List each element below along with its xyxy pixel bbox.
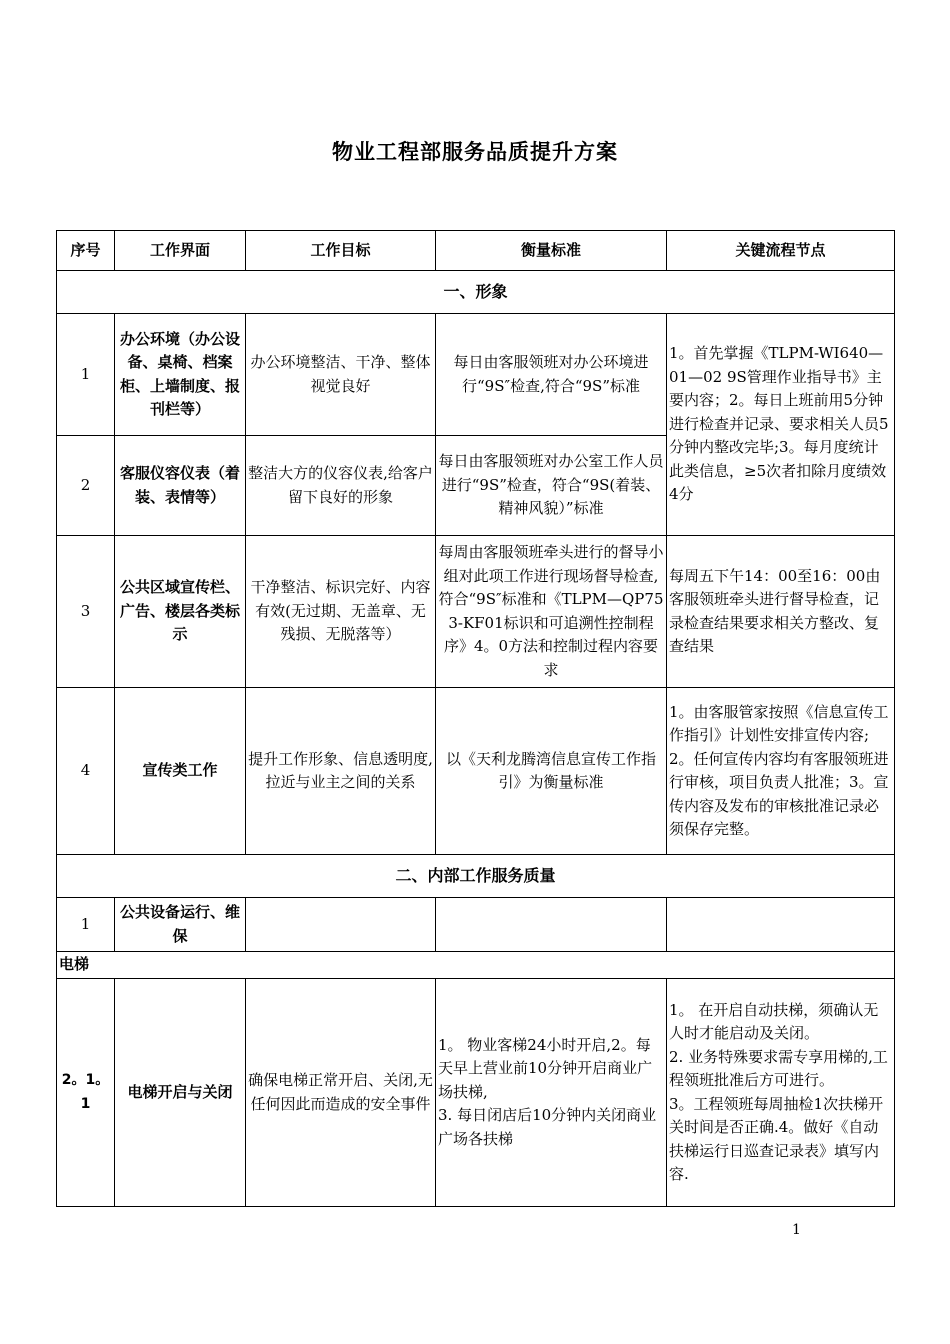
row-no: 4 (57, 688, 115, 855)
row-standard: 1。 物业客梯24小时开启,2。每天早上营业前10分钟开启商业广场扶梯, 3. 每日闭店后10分钟内关闭商业广场各扶梯 (436, 979, 667, 1207)
header-no: 序号 (57, 231, 115, 271)
row-standard: 以《天利龙腾湾信息宣传工作指引》为衡量标准 (436, 688, 667, 855)
row-no: 1 (57, 314, 115, 436)
row-goal: 办公环境整洁、干净、整体视觉良好 (246, 314, 436, 436)
row-process: 1。由客服管家按照《信息宣传工作指引》计划性安排宣传内容;2。任何宣传内容均有客服领班进行审核，项目负责人批准；3。宣传内容及发布的审核批准记录必须保存完整。 (667, 688, 895, 855)
header-goal: 工作目标 (246, 231, 436, 271)
row-process: 每周五下午14：00至16：00由客服领班牵头进行督导检查，记录检查结果要求相关方整改、复查结果 (667, 536, 895, 688)
row-area: 宣传类工作 (115, 688, 246, 855)
table-row (57, 898, 895, 952)
row-process (667, 898, 895, 952)
row-no: 3 (57, 536, 115, 688)
table-row (57, 536, 895, 688)
subsection-title: 电梯 (57, 952, 895, 979)
row-no: 1 (57, 898, 115, 952)
document-title: 物业工程部服务品质提升方案 (332, 140, 618, 164)
row-goal: 整洁大方的仪容仪表,给客户留下良好的形象 (246, 436, 436, 536)
row-area: 电梯开启与关闭 (115, 979, 246, 1207)
row-process: 1。首先掌握《TLPM-WI640—01—02 9S管理作业指导书》主要内容；2。每日上班前用5分钟进行检查并记录、要求相关人员5分钟内整改完毕;3。每月度统计此类信息，≥5次者扣除月度绩效4分 (667, 314, 895, 536)
section-title: 二、内部工作服务质量 (57, 855, 895, 898)
row-goal: 干净整洁、标识完好、内容有效(无过期、无盖章、无残损、无脱落等） (246, 536, 436, 688)
row-standard (436, 898, 667, 952)
row-standard: 每日由客服领班对办公环境进行“9S″检查,符合“9S”标准 (436, 314, 667, 436)
table-row (57, 688, 895, 855)
row-goal (246, 898, 436, 952)
row-goal: 提升工作形象、信息透明度,拉近与业主之间的关系 (246, 688, 436, 855)
row-standard: 每日由客服领班对办公室工作人员进行“9S”检查，符合“9S(着装、精神风貌）”标准 (436, 436, 667, 536)
row-area: 客服仪容仪表（着装、表情等） (115, 436, 246, 536)
row-standard: 每周由客服领班牵头进行的督导小组对此项工作进行现场督导检查,符合“9S″标准和《TLPM—QP753-KF01标识和可追溯性控制程序》4。0方法和控制过程内容要求 (436, 536, 667, 688)
section-title: 一、形象 (57, 271, 895, 314)
row-no: 2 (57, 436, 115, 536)
row-area: 公共区域宣传栏、广告、楼层各类标示 (115, 536, 246, 688)
service-quality-table (56, 230, 895, 1207)
page-number: 1 (792, 1222, 801, 1238)
subsection-row (57, 952, 895, 979)
row-area: 公共设备运行、维保 (115, 898, 246, 952)
header-area: 工作界面 (115, 231, 246, 271)
row-area: 办公环境（办公设备、桌椅、档案柜、上墙制度、报刊栏等） (115, 314, 246, 436)
header-row (57, 231, 895, 271)
header-process: 关键流程节点 (667, 231, 895, 271)
row-no: 2。1。1 (57, 979, 115, 1207)
row-goal: 确保电梯正常开启、关闭,无任何因此而造成的安全事件 (246, 979, 436, 1207)
header-standard: 衡量标准 (436, 231, 667, 271)
table-row (57, 979, 895, 1207)
section-row (57, 855, 895, 898)
table-row (57, 314, 895, 436)
section-row (57, 271, 895, 314)
row-process: 1。 在开启自动扶梯，须确认无人时才能启动及关闭。 2. 业务特殊要求需专享用梯的,工程领班批准后方可进行。 3。工程领班每周抽检1次扶梯开关时间是否正确.4。做好《自动扶梯运行日巡查记录表》填写内容. (667, 979, 895, 1207)
